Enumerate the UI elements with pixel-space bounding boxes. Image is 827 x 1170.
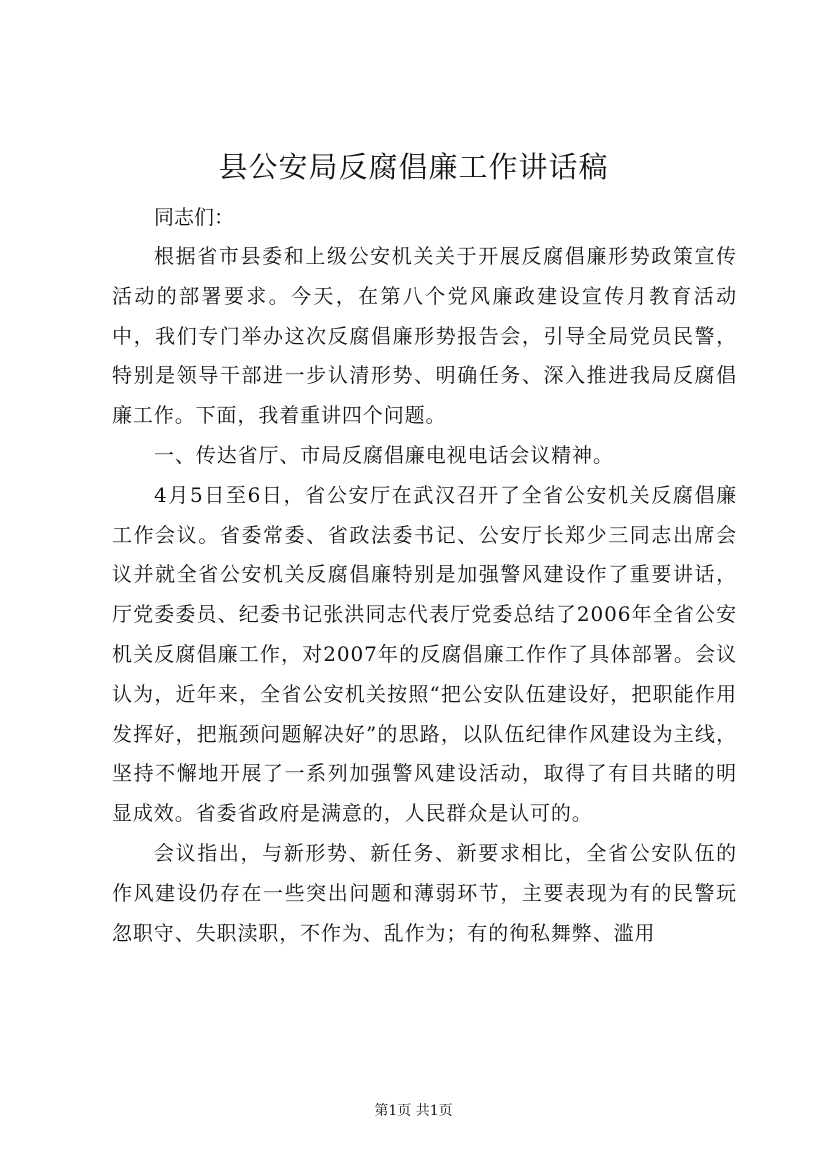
paragraph-intro: 根据省市县委和上级公安机关关于开展反腐倡廉形势政策宣传活动的部署要求。今天，在第八个党风廉政建设宣传月教育活动中，我们专门举办这次反腐倡廉形势报告会，引导全局党员民警，特别是领导干部进一步认清形势、明确任务、深入推进我局反腐倡廉工作。下面，我着重讲四个问题。 [112,244,737,428]
paragraph-meeting: 4月5日至6日，省公安厅在武汉召开了全省公安机关反腐倡廉工作会议。省委常委、省政法委书记、公安厅长郑少三同志出席会议并就全省公安机关反腐倡廉特别是加强警风建设作了重要讲话，厅党委委员、纪委书记张洪同志代表厅党委总结了2006年全省公安机关反腐倡廉工作，对2007年的反腐倡廉工作作了具体部署。会议认为，近年来，全省公安机关按照“把公安队伍建设好，把职能作用发挥好，把瓶颈问题解决好”的思路，以队伍纪律作风建设为主线，坚持不懈地开展了一系列加强警风建设活动，取得了有目共睹的明显成效。省委省政府是满意的，人民群众是认可的。 [112,482,737,826]
document-body [112,198,737,953]
section-heading-1: 一、传达省厅、市局反腐倡廉电视电话会议精神。 [154,442,614,467]
page-footer: 第1页 共1页 [374,1103,453,1119]
salutation: 同志们： [154,205,234,229]
document-title: 县公安局反腐倡廉工作讲话稿 [218,150,609,184]
paragraph-issues: 会议指出，与新形势、新任务、新要求相比，全省公安队伍的作风建设仍存在一些突出问题和薄弱环节，主要表现为有的民警玩忽职守、失职渎职，不作为、乱作为；有的徇私舞弊、滥用 [112,840,737,945]
